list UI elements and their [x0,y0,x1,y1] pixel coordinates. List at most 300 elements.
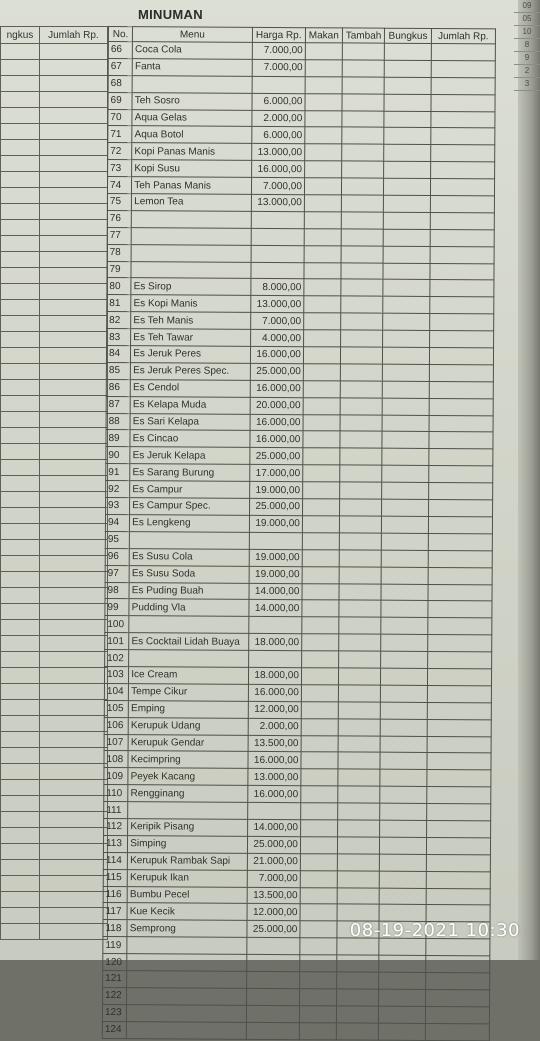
row-number: 117 [103,903,127,920]
makan-cell [305,144,342,161]
menu-item-price: 18.000,00 [248,667,301,684]
left-table-cell [39,748,107,764]
bungkus-cell [383,381,429,398]
left-table-row [1,76,108,92]
tambah-cell [338,719,381,736]
row-number: 88 [106,413,130,430]
jumlah-cell [427,753,491,770]
left-table-cell [39,604,107,620]
left-table-cell [1,524,40,540]
left-table-cell [1,492,40,508]
row-number: 111 [104,802,128,819]
left-table-cell [1,444,40,460]
tambah-cell [338,685,381,702]
left-table-row [1,588,108,604]
left-table-row [1,796,108,812]
bungkus-cell [382,432,428,449]
row-number: 82 [107,312,131,329]
jumlah-cell [430,128,494,145]
left-table-cell [39,828,107,844]
left-table-cell [1,124,40,140]
tambah-cell [338,651,381,668]
left-table-cell [1,668,40,684]
left-table-row [1,668,108,684]
left-table-row [1,92,108,108]
header-makan: Makan [305,28,342,43]
left-table-row [1,828,108,844]
menu-item-price: 14.000,00 [249,583,302,600]
menu-item-name: Aqua Gelas [132,109,252,127]
makan-cell [300,837,337,854]
row-number: 118 [103,920,127,937]
left-table-cell [1,316,40,332]
menu-item-name [127,1021,247,1039]
makan-cell [300,972,337,989]
left-table-cell [1,156,40,172]
makan-cell [301,701,338,718]
left-table-cell [39,556,107,572]
bungkus-cell [381,719,427,736]
bungkus-cell [382,482,428,499]
menu-item-price [252,76,305,93]
left-table-row [1,348,108,364]
row-number: 75 [107,194,131,211]
menu-item-name: Pudding Vla [129,599,249,617]
makan-cell [301,786,338,803]
left-table-row [1,876,108,892]
tambah-cell [338,769,381,786]
left-table-cell [39,524,107,540]
left-table-cell [39,124,107,140]
left-table-row [1,716,108,732]
left-table-row [1,492,108,508]
row-number: 90 [106,447,130,464]
bungkus-cell [382,465,428,482]
bungkus-cell [384,229,430,246]
left-table-cell [39,924,107,940]
makan-cell [305,110,342,127]
left-table-row [1,316,108,332]
menu-item-name: Es Jeruk Peres [131,346,251,364]
row-number: 79 [107,261,131,278]
jumlah-cell [431,77,495,94]
tambah-cell [341,263,384,280]
jumlah-cell [431,111,495,128]
tambah-cell [339,617,382,634]
menu-item-name [127,937,247,955]
menu-item-price: 14.000,00 [247,819,300,836]
jumlah-cell [427,652,491,669]
left-table-row [1,892,108,908]
left-table-cell [39,460,107,476]
makan-cell [300,853,337,870]
makan-cell [303,397,340,414]
tambah-cell [336,989,379,1006]
left-table-cell [39,588,107,604]
left-table-cell [39,92,107,108]
menu-item-price: 2.000,00 [252,110,305,127]
side-tab: 05 [514,13,540,26]
left-table-cell [39,172,107,188]
menu-item-price: 16.000,00 [251,161,304,178]
tambah-cell [340,364,383,381]
left-table-row [1,332,108,348]
menu-item-name: Kopi Susu [132,160,252,178]
menu-item-name: Es Campur [130,481,250,499]
left-table-cell [1,716,40,732]
jumlah-cell [430,229,494,246]
row-number: 119 [103,937,127,954]
left-table-cell [39,44,107,60]
tambah-cell [336,1023,379,1040]
makan-cell [303,482,340,499]
left-table-row [1,524,108,540]
left-page-table [0,26,108,940]
menu-item-price: 19.000,00 [249,515,302,532]
menu-item-name: Es Cendol [130,379,250,397]
header-no: No. [108,27,132,42]
makan-cell [303,381,340,398]
left-table-cell [1,284,40,300]
menu-item-name [131,211,251,229]
menu-item-price [246,971,299,988]
left-table-row [1,700,108,716]
jumlah-cell [430,145,494,162]
tambah-cell [337,854,380,871]
left-table-cell [39,444,107,460]
left-table-cell [1,204,40,220]
left-table-cell [39,364,107,380]
jumlah-cell [428,584,492,601]
left-table-row [1,508,108,524]
jumlah-cell [429,347,493,364]
left-table-row [1,684,108,700]
left-table-row [1,844,108,860]
makan-cell [302,634,339,651]
left-table-row [1,412,108,428]
left-table-row [1,108,108,124]
menu-item-name [128,802,248,820]
menu-item-price: 21.000,00 [247,853,300,870]
row-number: 68 [108,75,132,92]
menu-item-price: 14.000,00 [249,600,302,617]
menu-item-name: Kue Kecik [127,903,247,921]
tambah-cell [338,752,381,769]
left-table-cell [39,652,107,668]
makan-cell [302,617,339,634]
tambah-cell [342,110,385,127]
row-number: 95 [105,531,129,548]
menu-item-price [246,1022,299,1039]
jumlah-cell [431,94,495,111]
left-table-cell [39,540,107,556]
row-number: 110 [104,785,128,802]
row-number: 77 [107,227,131,244]
left-table-row [1,812,108,828]
menu-item-name [129,650,249,668]
jumlah-cell [427,719,491,736]
menu-item-name: Es Puding Buah [129,582,249,600]
jumlah-cell [427,702,491,719]
left-table-cell [39,892,107,908]
makan-cell [302,499,339,516]
makan-cell [299,989,336,1006]
table-row [102,1021,489,1040]
makan-cell [299,1022,336,1039]
bungkus-cell [384,195,430,212]
left-table-cell [1,364,40,380]
menu-item-price [247,802,300,819]
header-bungkus: Bungkus [385,28,431,43]
row-number: 94 [105,514,129,531]
left-table-cell [1,108,40,124]
menu-item-price: 18.000,00 [248,634,301,651]
bungkus-cell [382,516,428,533]
menu-item-price: 7.000,00 [251,178,304,195]
jumlah-cell [426,854,490,871]
makan-cell [303,465,340,482]
row-number: 72 [108,143,132,160]
left-table-cell [1,76,40,92]
left-table-cell [39,188,107,204]
tambah-cell [341,144,384,161]
tambah-cell [340,448,383,465]
bungkus-cell [380,820,426,837]
tambah-cell [341,296,384,313]
menu-item-price [246,938,299,955]
row-number: 121 [103,970,127,987]
tambah-cell [341,229,384,246]
row-number: 96 [105,548,129,565]
makan-cell [304,212,341,229]
left-table-cell [1,396,40,412]
makan-cell [300,820,337,837]
menu-item-price [248,650,301,667]
menu-item-name: Es Campur Spec. [130,498,250,516]
left-table-cell [39,636,107,652]
menu-item-name: Emping [128,700,248,718]
row-number: 67 [108,58,132,75]
row-number: 112 [104,818,128,835]
menu-item-price: 4.000,00 [250,330,303,347]
side-tab: 2 [514,65,540,78]
left-table-cell [1,700,40,716]
header-tambah: Tambah [342,28,385,43]
tambah-cell [340,330,383,347]
makan-cell [300,904,337,921]
row-number: 113 [103,835,127,852]
header-jumlah: Jumlah Rp. [431,28,495,43]
left-table-cell [39,876,107,892]
jumlah-cell [425,1023,489,1040]
left-table-cell [39,844,107,860]
left-table-cell [1,604,40,620]
makan-cell [302,516,339,533]
menu-item-name: Es Susu Soda [129,565,249,583]
jumlah-cell [429,432,493,449]
jumlah-cell [430,246,494,263]
bungkus-cell [383,313,429,330]
jumlah-cell [430,280,494,297]
row-number: 101 [105,633,129,650]
bungkus-cell [379,989,425,1006]
menu-item-name: Es Kelapa Muda [130,396,250,414]
left-table-row [1,572,108,588]
menu-item-name: Es Susu Cola [129,548,249,566]
left-table-cell [1,636,40,652]
tambah-cell [342,60,385,77]
row-number: 124 [102,1021,126,1038]
row-number: 107 [104,734,128,751]
left-header-bungkus: ngkus [1,27,40,44]
bungkus-cell [383,297,429,314]
tambah-cell [340,313,383,330]
left-table-row [1,924,108,940]
makan-cell [301,685,338,702]
bungkus-cell [381,702,427,719]
row-number: 115 [103,869,127,886]
tambah-cell [337,887,380,904]
left-table-cell [1,780,40,796]
left-table-cell [1,140,40,156]
left-table-row [1,60,108,76]
bungkus-cell [383,364,429,381]
bungkus-cell [383,263,429,280]
left-table-cell [1,588,40,604]
jumlah-cell [429,364,493,381]
left-table-cell [1,412,40,428]
left-table-header [1,27,108,44]
bungkus-cell [384,94,430,111]
bungkus-cell [384,246,430,263]
jumlah-cell [431,60,495,77]
makan-cell [303,347,340,364]
tambah-cell [337,904,380,921]
tambah-cell [342,77,385,94]
jumlah-cell [425,972,489,989]
left-table-row [1,460,108,476]
left-table-row [1,748,108,764]
left-table-row [1,172,108,188]
header-menu: Menu [133,27,253,43]
tambah-cell [341,246,384,263]
makan-cell [304,262,341,279]
menu-item-price: 19.000,00 [249,482,302,499]
makan-cell [301,718,338,735]
bungkus-cell [385,43,431,60]
tambah-cell [336,1006,379,1023]
jumlah-cell [428,533,492,550]
left-table-cell [39,332,107,348]
bungkus-cell [384,111,430,128]
tambah-cell [341,178,384,195]
left-table-cell [39,204,107,220]
bungkus-cell [381,634,427,651]
left-table-row [1,444,108,460]
jumlah-cell [429,449,493,466]
menu-item-name: Kecimpring [128,751,248,769]
jumlah-cell [426,888,490,905]
jumlah-cell [430,195,494,212]
row-number: 102 [105,650,129,667]
menu-item-price: 19.000,00 [249,566,302,583]
left-table-cell [1,236,40,252]
left-table-cell [39,156,107,172]
left-table-cell [39,108,107,124]
menu-item-price: 19.000,00 [249,549,302,566]
tambah-cell [338,702,381,719]
tambah-cell [337,803,380,820]
menu-item-name: Kerupuk Udang [128,717,248,735]
left-table-row [1,428,108,444]
tambah-cell [338,634,381,651]
makan-cell [300,938,337,955]
menu-item-name: Kerupuk Ikan [127,869,247,887]
left-table-cell [39,252,107,268]
row-number: 71 [108,126,132,143]
menu-item-name: Ice Cream [129,667,249,685]
menu-item-name [131,227,251,245]
bungkus-cell [381,736,427,753]
makan-cell [305,43,342,60]
makan-cell [303,431,340,448]
left-table-cell [1,684,40,700]
bungkus-cell [384,178,430,195]
row-number: 100 [105,616,129,633]
left-table-cell [39,572,107,588]
tambah-cell [339,583,382,600]
left-table-cell [39,764,107,780]
tambah-cell [341,279,384,296]
left-table-row [1,476,108,492]
menu-item-price: 13.000,00 [248,769,301,786]
header-harga: Harga Rp. [252,27,305,42]
bungkus-cell [382,415,428,432]
menu-item-price [246,1005,299,1022]
bungkus-cell [383,330,429,347]
menu-item-price: 12.000,00 [247,904,300,921]
menu-item-price: 16.000,00 [247,786,300,803]
left-table-cell [39,812,107,828]
bungkus-cell [381,668,427,685]
row-number: 80 [107,278,131,295]
left-table-cell [39,284,107,300]
left-table-cell [39,140,107,156]
left-table-cell [39,348,107,364]
menu-item-price: 25.000,00 [249,498,302,515]
menu-item-name: Es Kopi Manis [131,295,251,313]
left-table-cell [1,732,40,748]
jumlah-cell [426,939,490,956]
tambah-cell [337,837,380,854]
menu-item-name: Semprong [127,920,247,938]
bungkus-cell [380,854,426,871]
left-table-cell [1,572,40,588]
left-table-cell [39,316,107,332]
menu-item-price: 16.000,00 [250,431,303,448]
jumlah-cell [429,381,493,398]
left-table-cell [1,476,40,492]
photo-timestamp: 08-19-2021 10:30 [349,920,520,941]
left-table-row [1,156,108,172]
makan-cell [305,127,342,144]
left-table-cell [39,396,107,412]
left-table-cell [1,924,40,940]
bungkus-cell [382,449,428,466]
left-table-row [1,764,108,780]
row-number: 69 [108,92,132,109]
makan-cell [303,448,340,465]
